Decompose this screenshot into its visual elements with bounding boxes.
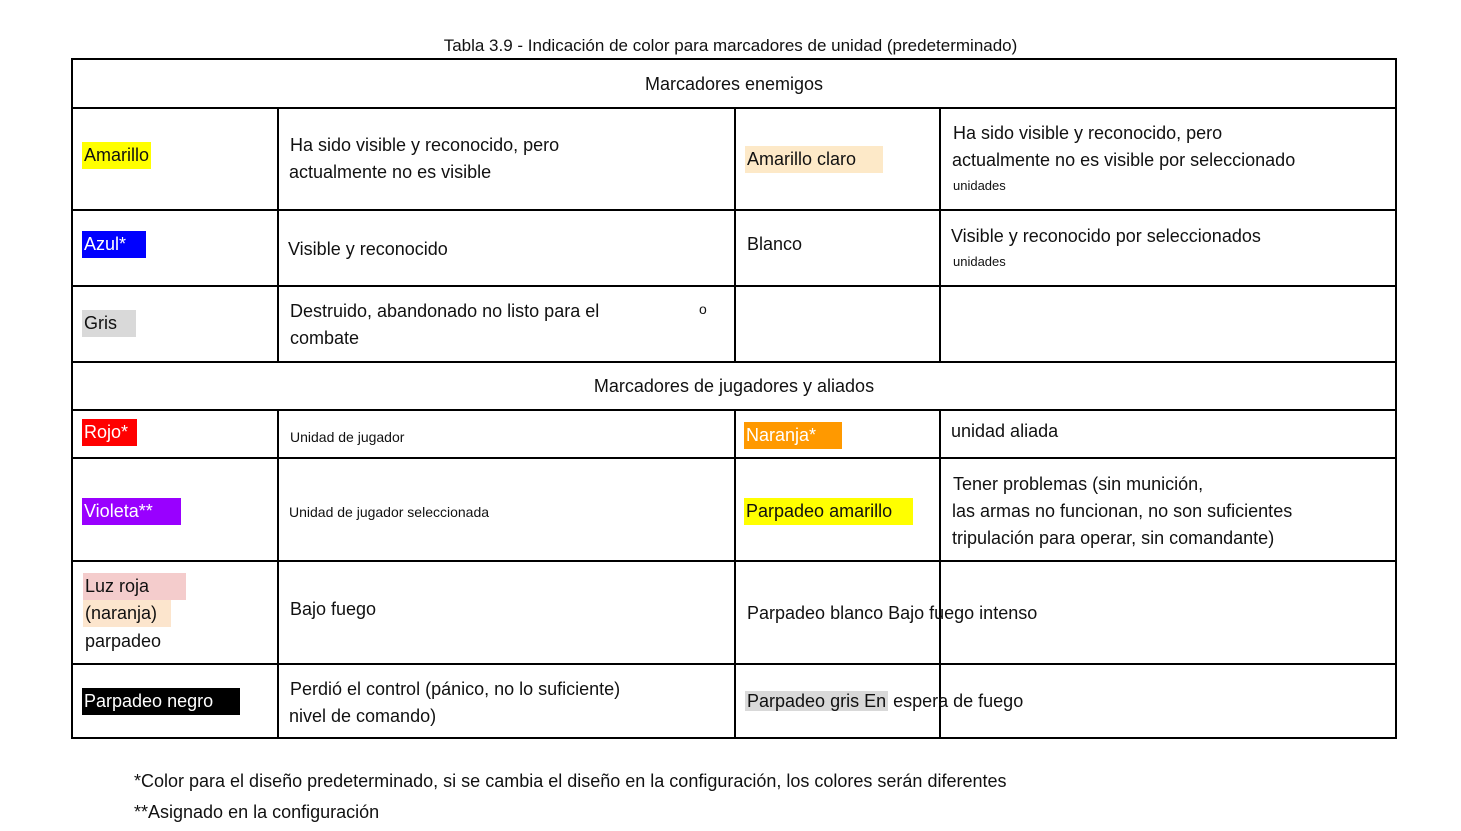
desc-r1b-line2: actualmente no es visible por seleccionado	[952, 150, 1296, 170]
label-parpadeo: parpadeo	[85, 631, 162, 651]
desc-r4: Unidad de jugador	[290, 429, 405, 445]
desc-r1b-line1: Ha sido visible y reconocido, pero	[953, 123, 1223, 143]
color-table	[71, 58, 1397, 739]
swatch-rojo: Rojo*	[82, 419, 137, 446]
column-divider	[939, 107, 941, 361]
swatch-luz-roja: Luz roja	[83, 573, 186, 600]
desc-r2b-line2: unidades	[953, 254, 1006, 269]
desc-r7b-rest: espera de fuego	[888, 691, 1024, 711]
swatch-parpadeo-amarillo: Parpadeo amarillo	[744, 498, 913, 525]
swatch-gris: Gris	[82, 310, 136, 337]
swatch-amarillo-claro: Amarillo claro	[745, 146, 883, 173]
desc-r5: Unidad de jugador seleccionada	[289, 504, 490, 520]
section-header-enemy: Marcadores enemigos	[644, 74, 824, 94]
swatch-amarillo: Amarillo	[82, 142, 151, 169]
swatch-naranja: Naranja*	[744, 422, 842, 449]
section-header-player: Marcadores de jugadores y aliados	[593, 376, 875, 396]
table-caption: Tabla 3.9 - Indicación de color para marcadores de unidad (predeterminado)	[443, 36, 1018, 55]
column-divider	[734, 107, 736, 361]
desc-r3-line1: Destruido, abandonado no listo para el	[290, 301, 600, 321]
desc-r2: Visible y reconocido	[288, 239, 448, 259]
desc-r2b-line1: Visible y reconocido por seleccionados	[951, 226, 1261, 246]
footnote-1: *Color para el diseño predeterminado, si se cambia el diseño en la configuración, los colores serán diferentes	[134, 771, 1007, 791]
desc-r7b	[745, 688, 1023, 715]
footnote-2: **Asignado en la configuración	[134, 802, 380, 822]
desc-r5b-line3: tripulación para operar, sin comandante)	[952, 528, 1275, 548]
desc-r1-line1: Ha sido visible y reconocido, pero	[290, 135, 560, 155]
desc-r6b: Parpadeo blanco Bajo fuego intenso	[747, 603, 1038, 623]
swatch-parpadeo-negro: Parpadeo negro	[82, 688, 240, 715]
swatch-naranja-claro: (naranja)	[83, 600, 171, 627]
desc-r7-line2: nivel de comando)	[289, 706, 437, 726]
swatch-violeta: Violeta**	[82, 498, 181, 525]
column-divider	[277, 409, 279, 737]
row-divider	[73, 361, 1395, 363]
stray-mark: o	[699, 301, 707, 317]
desc-r5b-line1: Tener problemas (sin munición,	[953, 474, 1204, 494]
desc-r3-line2: combate	[290, 328, 360, 348]
desc-r7-line1: Perdió el control (pánico, no lo suficiente)	[290, 679, 621, 699]
desc-r1-line2: actualmente no es visible	[289, 162, 492, 182]
desc-r1b-line3: unidades	[953, 178, 1006, 193]
desc-r6: Bajo fuego	[290, 599, 377, 619]
desc-r5b-line2: las armas no funcionan, no son suficientes	[952, 501, 1293, 521]
column-divider	[277, 107, 279, 361]
swatch-azul: Azul*	[82, 231, 146, 258]
swatch-parpadeo-gris: Parpadeo gris En	[747, 691, 887, 711]
column-divider	[734, 409, 736, 737]
label-blanco: Blanco	[747, 234, 803, 254]
desc-r4b: unidad aliada	[951, 421, 1059, 441]
